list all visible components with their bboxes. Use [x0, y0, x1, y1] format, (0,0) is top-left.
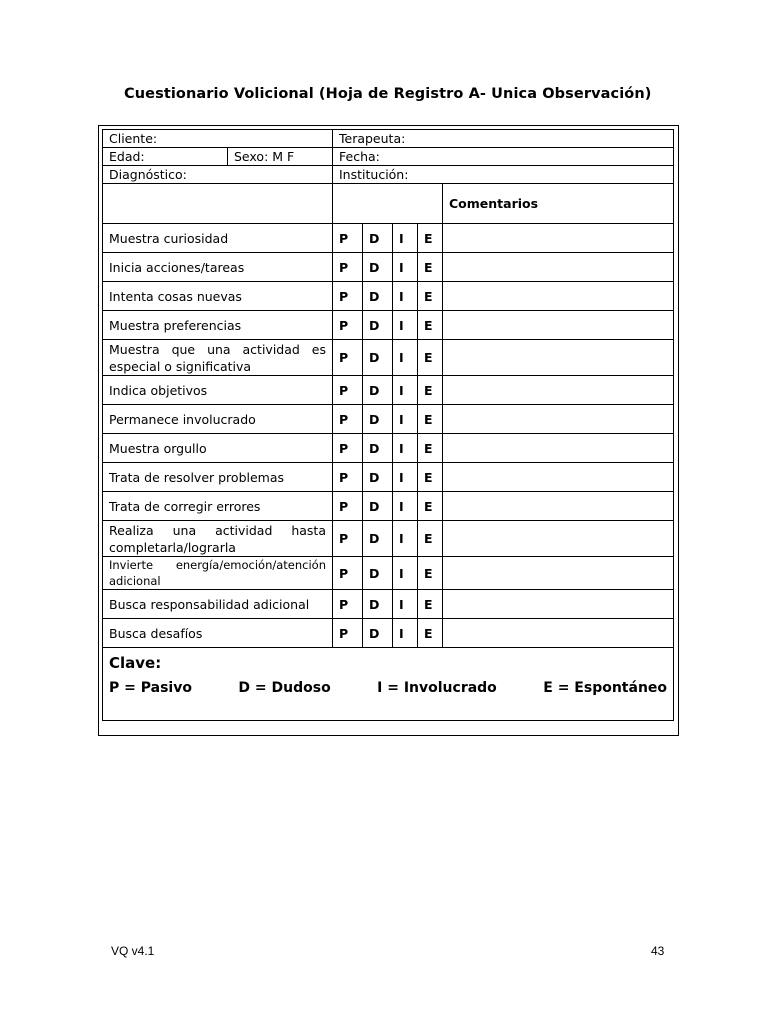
date-field[interactable]: Fecha: — [333, 148, 674, 166]
rating-i[interactable]: I — [393, 224, 418, 253]
rating-d[interactable]: D — [363, 311, 393, 340]
item-row — [103, 463, 674, 492]
key-legend — [109, 680, 667, 696]
rating-e[interactable]: E — [418, 224, 443, 253]
comment-cell[interactable] — [443, 492, 674, 521]
diagnosis-field[interactable]: Diagnóstico: — [103, 166, 333, 184]
item-label: Muestra curiosidad — [103, 224, 333, 253]
rating-e[interactable]: E — [418, 253, 443, 282]
rating-e[interactable]: E — [418, 376, 443, 405]
rating-p[interactable]: P — [333, 405, 363, 434]
item-row — [103, 492, 674, 521]
item-label: Realiza una actividad hasta completarla/lograrla — [103, 521, 333, 557]
key-espontaneo: E = Espontáneo — [543, 680, 668, 696]
comment-cell[interactable] — [443, 521, 674, 557]
item-label: Muestra que una actividad es especial o significativa — [103, 340, 333, 376]
comment-cell[interactable] — [443, 224, 674, 253]
rating-p[interactable]: P — [333, 376, 363, 405]
rating-i[interactable]: I — [393, 311, 418, 340]
comment-cell[interactable] — [443, 590, 674, 619]
rating-d[interactable]: D — [363, 557, 393, 590]
rating-p[interactable]: P — [333, 521, 363, 557]
rating-e[interactable]: E — [418, 492, 443, 521]
rating-i[interactable]: I — [393, 521, 418, 557]
rating-d[interactable]: D — [363, 521, 393, 557]
item-row — [103, 434, 674, 463]
comment-cell[interactable] — [443, 376, 674, 405]
rating-e[interactable]: E — [418, 590, 443, 619]
rating-d[interactable]: D — [363, 376, 393, 405]
key-section — [103, 648, 674, 721]
rating-d[interactable]: D — [363, 619, 393, 648]
rating-p[interactable]: P — [333, 311, 363, 340]
item-row — [103, 282, 674, 311]
item-row — [103, 590, 674, 619]
rating-d[interactable]: D — [363, 224, 393, 253]
key-dudoso: D = Dudoso — [238, 680, 331, 696]
comment-cell[interactable] — [443, 463, 674, 492]
rating-p[interactable]: P — [333, 619, 363, 648]
therapist-field[interactable]: Terapeuta: — [333, 130, 674, 148]
comments-header: Comentarios — [443, 184, 674, 224]
rating-i[interactable]: I — [393, 282, 418, 311]
item-row — [103, 376, 674, 405]
page-number: 43 — [651, 944, 665, 958]
rating-d[interactable]: D — [363, 434, 393, 463]
rating-d[interactable]: D — [363, 405, 393, 434]
rating-i[interactable]: I — [393, 557, 418, 590]
rating-i[interactable]: I — [393, 463, 418, 492]
rating-i[interactable]: I — [393, 434, 418, 463]
item-label: Trata de corregir errores — [103, 492, 333, 521]
item-label: Intenta cosas nuevas — [103, 282, 333, 311]
rating-e[interactable]: E — [418, 619, 443, 648]
rating-i[interactable]: I — [393, 590, 418, 619]
rating-d[interactable]: D — [363, 463, 393, 492]
rating-d[interactable]: D — [363, 340, 393, 376]
rating-e[interactable]: E — [418, 282, 443, 311]
item-label: Muestra orgullo — [103, 434, 333, 463]
comment-cell[interactable] — [443, 405, 674, 434]
item-label: Trata de resolver problemas — [103, 463, 333, 492]
comment-cell[interactable] — [443, 619, 674, 648]
item-row — [103, 619, 674, 648]
rating-i[interactable]: I — [393, 376, 418, 405]
scale-header-cell — [333, 184, 443, 224]
item-label: Busca desafíos — [103, 619, 333, 648]
rating-i[interactable]: I — [393, 405, 418, 434]
rating-d[interactable]: D — [363, 282, 393, 311]
rating-e[interactable]: E — [418, 405, 443, 434]
comment-cell[interactable] — [443, 557, 674, 590]
item-label: Muestra preferencias — [103, 311, 333, 340]
item-label: Invierte energía/emoción/atención adicional — [103, 557, 333, 590]
rating-e[interactable]: E — [418, 311, 443, 340]
comment-cell[interactable] — [443, 311, 674, 340]
rating-i[interactable]: I — [393, 253, 418, 282]
rating-d[interactable]: D — [363, 492, 393, 521]
sex-field[interactable]: Sexo: M F — [228, 148, 333, 166]
items-header-cell — [103, 184, 333, 224]
rating-p[interactable]: P — [333, 557, 363, 590]
comment-cell[interactable] — [443, 253, 674, 282]
item-label: Busca responsabilidad adicional — [103, 590, 333, 619]
rating-p[interactable]: P — [333, 434, 363, 463]
item-label: Permanece involucrado — [103, 405, 333, 434]
item-row — [103, 340, 674, 376]
rating-p[interactable]: P — [333, 590, 363, 619]
key-pasivo: P = Pasivo — [109, 680, 192, 696]
item-label: Inicia acciones/tareas — [103, 253, 333, 282]
rating-e[interactable]: E — [418, 557, 443, 590]
item-label: Indica objetivos — [103, 376, 333, 405]
rating-p[interactable]: P — [333, 463, 363, 492]
item-row — [103, 311, 674, 340]
rating-p[interactable]: P — [333, 253, 363, 282]
institution-field[interactable]: Institución: — [333, 166, 674, 184]
record-form — [102, 129, 674, 721]
age-field[interactable]: Edad: — [103, 148, 228, 166]
rating-d[interactable]: D — [363, 253, 393, 282]
key-involucrado: I = Involucrado — [377, 680, 497, 696]
client-field[interactable]: Cliente: — [103, 130, 333, 148]
rating-i[interactable]: I — [393, 492, 418, 521]
item-row — [103, 405, 674, 434]
rating-e[interactable]: E — [418, 521, 443, 557]
item-row — [103, 521, 674, 557]
comment-cell[interactable] — [443, 340, 674, 376]
item-row — [103, 557, 674, 590]
rating-e[interactable]: E — [418, 463, 443, 492]
key-title: Clave: — [109, 654, 162, 672]
rating-p[interactable]: P — [333, 282, 363, 311]
item-row — [103, 253, 674, 282]
comment-cell[interactable] — [443, 282, 674, 311]
rating-p[interactable]: P — [333, 492, 363, 521]
comment-cell[interactable] — [443, 434, 674, 463]
page-title: Cuestionario Volicional (Hoja de Registro A- Unica Observación) — [124, 86, 652, 102]
rating-d[interactable]: D — [363, 590, 393, 619]
rating-e[interactable]: E — [418, 434, 443, 463]
rating-p[interactable]: P — [333, 340, 363, 376]
rating-p[interactable]: P — [333, 224, 363, 253]
rating-i[interactable]: I — [393, 340, 418, 376]
item-row — [103, 224, 674, 253]
footer-version: VQ v4.1 — [111, 944, 155, 958]
rating-e[interactable]: E — [418, 340, 443, 376]
rating-i[interactable]: I — [393, 619, 418, 648]
